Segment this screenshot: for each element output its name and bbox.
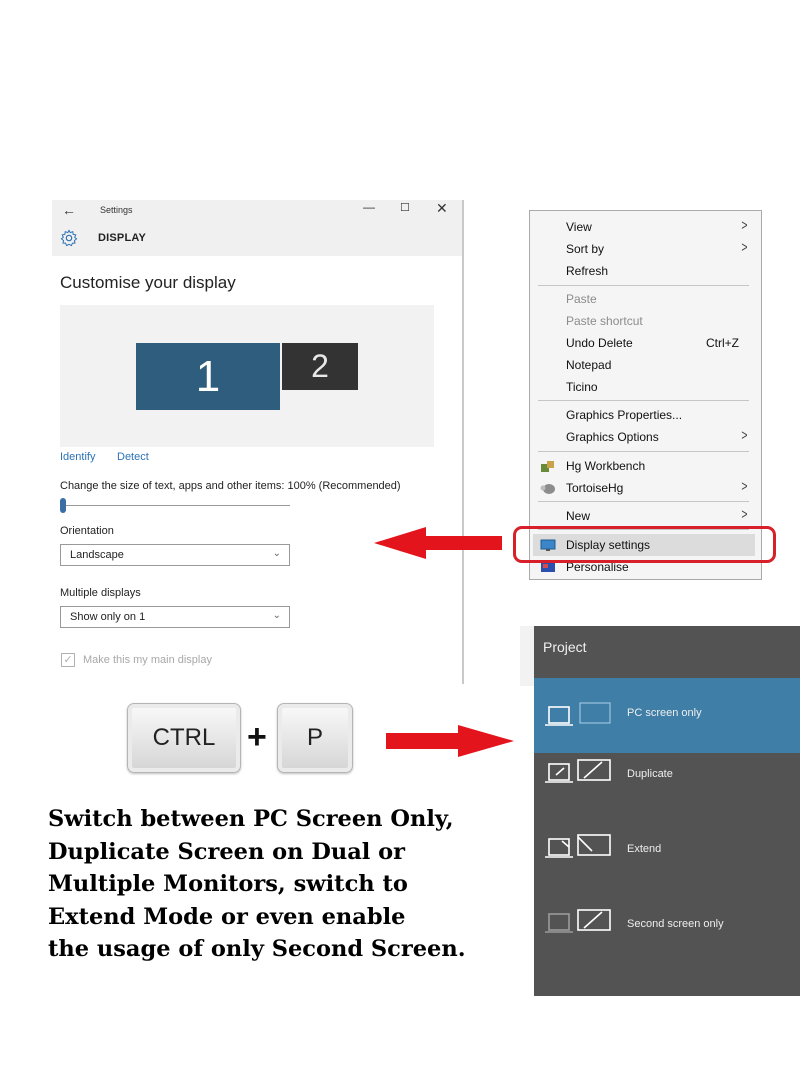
multiple-displays-label: Multiple displays (60, 587, 141, 599)
detect-link[interactable]: Detect (117, 451, 149, 463)
project-option-second-screen-only[interactable] (534, 903, 800, 978)
menu-item-display-settings[interactable]: Display settings (566, 538, 651, 552)
context-menu (529, 210, 762, 580)
identify-link[interactable]: Identify (60, 451, 96, 463)
window-title: Settings (100, 205, 133, 215)
extend-icon (544, 833, 614, 861)
menu-item-hg-workbench[interactable]: Hg Workbench (566, 459, 646, 473)
plus-sign: + (247, 718, 267, 756)
menu-item-ticino[interactable]: Ticino (566, 380, 598, 394)
menu-item-undo-delete[interactable]: Undo Delete (566, 336, 633, 350)
menu-item-view[interactable]: View (566, 220, 592, 234)
option-label: Duplicate (627, 768, 673, 780)
title-bar (52, 200, 462, 256)
chevron-right-icon: > (741, 478, 748, 495)
option-label: Extend (627, 843, 662, 855)
p-key: P (277, 703, 353, 773)
desktop-edge (520, 626, 534, 686)
gear-icon (60, 229, 78, 247)
page-title: Customise your display (60, 273, 236, 292)
menu-item-refresh[interactable]: Refresh (566, 264, 609, 278)
display-preview (60, 305, 434, 447)
scale-label: Change the size of text, apps and other items: 100% (Recommended) (60, 480, 401, 492)
chevron-right-icon: > (741, 217, 748, 234)
multiple-displays-value: Show only on 1 (70, 611, 146, 623)
project-option-pc-screen-only[interactable] (534, 678, 800, 753)
caption-line: Extend Mode or even enable (48, 903, 406, 930)
caption (48, 803, 518, 966)
project-title: Project (543, 639, 587, 655)
menu-item-paste[interactable]: Paste (566, 292, 597, 306)
pc-screen-only-icon (544, 701, 614, 729)
chevron-right-icon: > (741, 506, 748, 523)
option-label: Second screen only (627, 918, 724, 930)
tortoisehg-icon (540, 482, 556, 495)
menu-item-graphics-options[interactable]: Graphics Options (566, 430, 659, 444)
chevron-right-icon: > (741, 427, 748, 444)
menu-item-sort-by[interactable]: Sort by (566, 242, 605, 256)
menu-item-notepad[interactable]: Notepad (566, 358, 612, 372)
menu-item-new[interactable]: New (566, 509, 591, 523)
chevron-down-icon: ⌄ (272, 610, 281, 621)
project-option-extend[interactable] (534, 828, 800, 903)
monitor-2[interactable]: 2 (282, 343, 358, 390)
ctrl-key: CTRL (127, 703, 241, 773)
second-screen-only-icon (544, 908, 614, 936)
chevron-down-icon: ⌄ (272, 548, 281, 559)
scale-slider-track[interactable] (62, 505, 290, 506)
menu-item-paste-shortcut[interactable]: Paste shortcut (566, 314, 643, 328)
option-label: PC screen only (627, 707, 702, 719)
chevron-right-icon: > (741, 239, 748, 256)
caption-line: the usage of only Second Screen. (48, 936, 466, 962)
main-display-checkbox[interactable]: ✓ (61, 653, 75, 667)
caption-line: Duplicate Screen on Dual or (48, 838, 406, 865)
caption-line: Multiple Monitors, switch to (48, 871, 408, 897)
maximize-icon[interactable]: ☐ (400, 202, 410, 214)
back-arrow-icon[interactable]: ← (62, 202, 76, 218)
menu-separator (538, 285, 749, 286)
settings-window (52, 200, 464, 684)
close-icon[interactable]: ✕ (436, 200, 448, 216)
menu-item-personalise[interactable]: Personalise (566, 560, 629, 574)
duplicate-icon (544, 758, 614, 786)
undo-shortcut: Ctrl+Z (706, 336, 739, 350)
scale-slider-thumb[interactable] (60, 498, 66, 513)
orientation-value: Landscape (70, 549, 124, 561)
monitor-1[interactable]: 1 (136, 343, 280, 410)
project-option-duplicate[interactable] (534, 753, 800, 828)
menu-separator (538, 400, 749, 401)
arrow-right-icon (386, 725, 514, 757)
orientation-select[interactable] (60, 544, 290, 566)
orientation-label: Orientation (60, 525, 114, 537)
section-title: DISPLAY (98, 232, 147, 244)
caption-line: Switch between PC Screen Only, (48, 806, 454, 832)
hg-workbench-icon (540, 460, 556, 473)
main-display-label: Make this my main display (83, 654, 212, 666)
multiple-displays-select[interactable] (60, 606, 290, 628)
menu-separator (538, 451, 749, 452)
arrow-left-icon (374, 525, 502, 561)
display-settings-highlight-box (513, 526, 776, 563)
menu-separator (538, 501, 749, 502)
menu-item-tortoisehg[interactable]: TortoiseHg (566, 481, 624, 495)
menu-item-graphics-properties[interactable]: Graphics Properties... (566, 408, 683, 422)
minimize-icon[interactable]: — (363, 200, 375, 214)
window-edge (462, 200, 464, 684)
project-panel (534, 626, 800, 996)
